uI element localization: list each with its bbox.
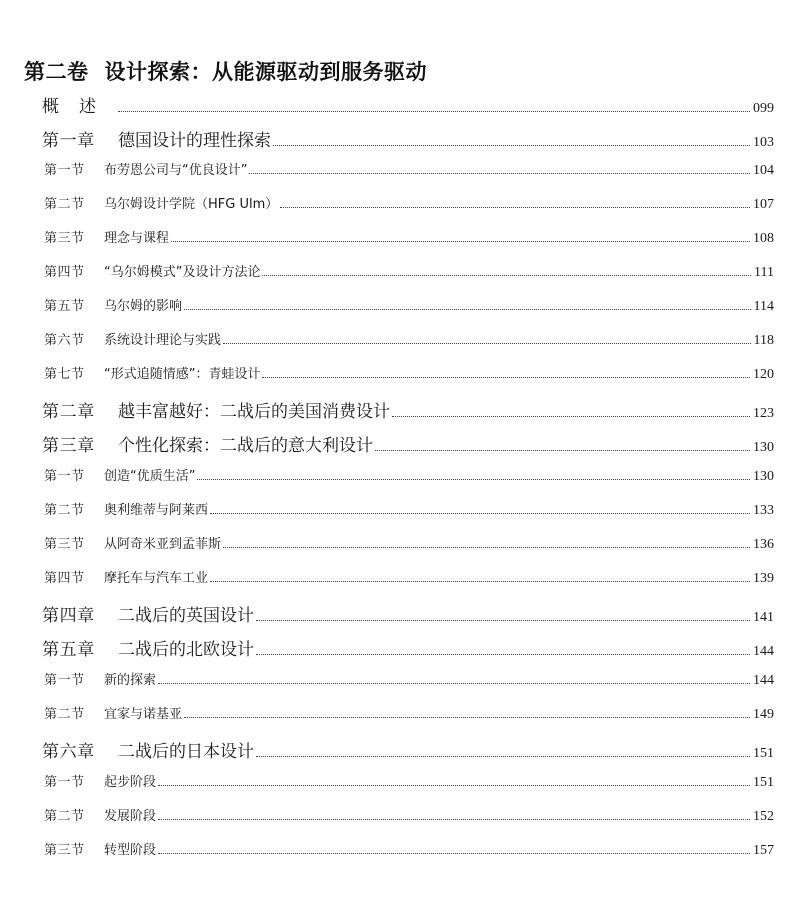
toc-entry-chapter[interactable]	[42, 635, 774, 661]
toc-entry-section[interactable]	[44, 193, 774, 215]
section-title: 奥利维蒂与阿莱西	[104, 503, 209, 518]
page-number: 108	[753, 231, 774, 246]
page-number: 130	[753, 469, 774, 484]
chapter-title: 二战后的日本设计	[118, 742, 254, 762]
chapter-title: 二战后的北欧设计	[118, 640, 254, 660]
page-number: 133	[753, 503, 774, 518]
dot-leader	[210, 581, 750, 582]
toc-entry-section[interactable]	[44, 363, 774, 385]
section-title: “乌尔姆模式”及设计方法论	[104, 265, 261, 280]
toc-entry-chapter[interactable]	[42, 397, 774, 423]
dot-leader	[256, 654, 750, 655]
toc-entry-section[interactable]	[44, 465, 774, 487]
section-label: 第五节	[44, 299, 85, 314]
chapter-label: 第四章	[42, 606, 95, 626]
page-number: 149	[753, 707, 774, 722]
dot-leader	[158, 785, 750, 786]
dot-leader	[184, 717, 750, 718]
section-label: 第一节	[44, 163, 85, 178]
toc-entry-chapter[interactable]	[42, 431, 774, 457]
page-number: 120	[753, 367, 774, 382]
page-number: 107	[753, 197, 774, 212]
section-label: 第七节	[44, 367, 85, 382]
page-number: 144	[753, 673, 774, 688]
dot-leader	[262, 275, 751, 276]
section-title: 乌尔姆的影响	[104, 299, 183, 314]
page-number: 130	[753, 440, 774, 455]
section-title: 创造“优质生活”	[104, 469, 196, 484]
toc-entry-chapter[interactable]	[42, 601, 774, 627]
page-number: 152	[753, 809, 774, 824]
dot-leader	[262, 377, 750, 378]
dot-leader	[158, 683, 750, 684]
section-title: “形式追随情感”：青蛙设计	[104, 367, 261, 382]
toc-entry-section[interactable]	[44, 227, 774, 249]
dot-leader	[392, 416, 750, 417]
section-title: 新的探索	[104, 673, 157, 688]
toc-entry-section[interactable]	[44, 771, 774, 793]
page-number: 104	[753, 163, 774, 178]
page-number: 144	[753, 644, 774, 659]
dot-leader	[197, 479, 750, 480]
section-title: 布劳恩公司与“优良设计”	[104, 163, 248, 178]
dot-leader	[171, 241, 750, 242]
chapter-label: 第二章	[42, 402, 95, 422]
page-number: 139	[753, 571, 774, 586]
page-number: 123	[753, 406, 774, 421]
toc-entry-section[interactable]	[44, 703, 774, 725]
volume-label: 第二卷	[24, 59, 89, 84]
chapter-title: 德国设计的理性探索	[118, 131, 271, 151]
chapter-title: 个性化探索：二战后的意大利设计	[118, 436, 373, 456]
section-label: 第二节	[44, 809, 85, 824]
chapter-label: 第六章	[42, 742, 95, 762]
dot-leader	[223, 343, 751, 344]
section-label: 第二节	[44, 503, 85, 518]
dot-leader	[210, 513, 750, 514]
page-number: 157	[753, 843, 774, 858]
page-number: 099	[753, 101, 774, 116]
section-title: 转型阶段	[104, 843, 157, 858]
dot-leader	[256, 756, 750, 757]
page-number: 151	[753, 746, 774, 761]
dot-leader	[158, 853, 750, 854]
toc-entry-section[interactable]	[44, 805, 774, 827]
section-label: 第一节	[44, 775, 85, 790]
toc-entry-section[interactable]	[44, 499, 774, 521]
section-title: 从阿奇米亚到孟菲斯	[104, 537, 222, 552]
section-title: 理念与课程	[104, 231, 170, 246]
dot-leader	[118, 111, 750, 112]
dot-leader	[273, 145, 750, 146]
toc-entry-chapter[interactable]	[42, 737, 774, 763]
page-number: 118	[753, 333, 774, 348]
toc-entry-section[interactable]	[44, 669, 774, 691]
toc-entry-section[interactable]	[44, 159, 774, 181]
section-title: 摩托车与汽车工业	[104, 571, 209, 586]
dot-leader	[280, 207, 750, 208]
toc-entry-section[interactable]	[44, 295, 774, 317]
toc-entry-section[interactable]	[44, 567, 774, 589]
section-label: 第一节	[44, 469, 85, 484]
dot-leader	[249, 173, 750, 174]
section-label: 第三节	[44, 843, 85, 858]
chapter-title: 越丰富越好：二战后的美国消费设计	[118, 402, 390, 422]
toc-entry-section[interactable]	[44, 329, 774, 351]
chapter-label: 第三章	[42, 436, 95, 456]
dot-leader	[223, 547, 750, 548]
section-title: 系统设计理论与实践	[104, 333, 222, 348]
toc-entry-chapter[interactable]	[42, 126, 774, 152]
volume-heading	[24, 57, 427, 87]
section-label: 第六节	[44, 333, 85, 348]
section-title: 起步阶段	[104, 775, 157, 790]
dot-leader	[184, 309, 751, 310]
section-label: 第三节	[44, 231, 85, 246]
section-title: 发展阶段	[104, 809, 157, 824]
chapter-label: 第一章	[42, 131, 95, 151]
toc-entry-section[interactable]	[44, 839, 774, 861]
toc-entry-section[interactable]	[44, 261, 774, 283]
section-label: 第四节	[44, 265, 85, 280]
section-label: 第四节	[44, 571, 85, 586]
dot-leader	[256, 620, 750, 621]
section-label: 第一节	[44, 673, 85, 688]
page-number: 111	[754, 265, 774, 280]
overview-label: 概述	[42, 97, 116, 117]
page-number: 103	[753, 135, 774, 150]
section-label: 第二节	[44, 197, 85, 212]
section-label: 第三节	[44, 537, 85, 552]
chapter-label: 第五章	[42, 640, 95, 660]
dot-leader	[375, 450, 750, 451]
page-number: 141	[753, 610, 774, 625]
page-number: 151	[753, 775, 774, 790]
chapter-title: 二战后的英国设计	[118, 606, 254, 626]
dot-leader	[158, 819, 750, 820]
page-number: 114	[753, 299, 774, 314]
volume-title: 设计探索：从能源驱动到服务驱动	[104, 59, 427, 84]
section-title: 乌尔姆设计学院（HFG Ulm）	[104, 197, 279, 212]
section-label: 第二节	[44, 707, 85, 722]
toc-entry-section[interactable]	[44, 533, 774, 555]
section-title: 宜家与诺基亚	[104, 707, 183, 722]
page-number: 136	[753, 537, 774, 552]
toc-entry-overview[interactable]	[42, 92, 774, 118]
